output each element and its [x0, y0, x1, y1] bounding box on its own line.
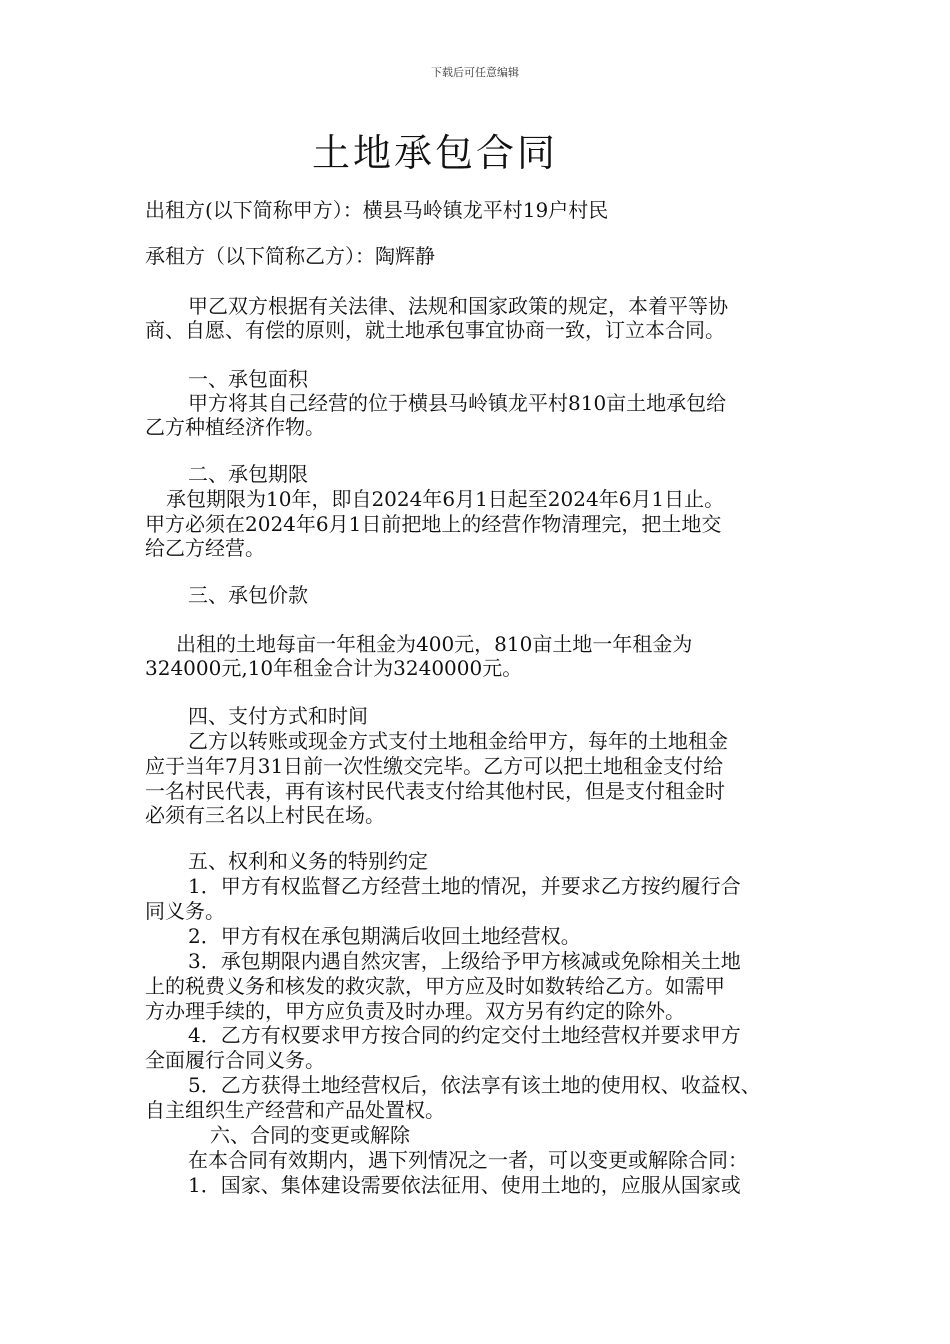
section-1-line-1: 甲方将其自己经营的位于横县马岭镇龙平村810亩土地承包给 — [188, 391, 727, 415]
section-5-heading: 五、权利和义务的特别约定 — [188, 849, 428, 873]
intro-line-2: 商、自愿、有偿的原则，就土地承包事宜协商一致，订立本合同。 — [145, 318, 725, 342]
section-4-line-2: 应于当年7月31日前一次性缴交完毕。乙方可以把土地租金支付给 — [145, 754, 724, 778]
section-4-line-3: 一名村民代表，再有该村民代表支付给其他村民，但是支付租金时 — [145, 779, 725, 803]
section-2-line-3: 给乙方经营。 — [145, 536, 265, 560]
section-5-line-3: 2．甲方有权在承包期满后收回土地经营权。 — [188, 924, 581, 948]
page-header: 下载后可任意编辑 — [431, 66, 519, 79]
section-2-line-2: 甲方必须在2024年6月1日前把地上的经营作物清理完，把土地交 — [145, 512, 722, 536]
section-1-line-2: 乙方种植经济作物。 — [145, 415, 325, 439]
section-4-line-1: 乙方以转账或现金方式支付土地租金给甲方，每年的土地租金 — [188, 729, 728, 753]
section-5-line-2: 同义务。 — [145, 899, 225, 923]
section-2-heading: 二、承包期限 — [188, 462, 308, 486]
section-4-line-4: 必须有三名以上村民在场。 — [145, 803, 385, 827]
section-3-line-1: 出租的土地每亩一年租金为400元，810亩土地一年租金为 — [176, 632, 693, 656]
section-5-line-9: 5．乙方获得土地经营权后，依法享有该土地的使用权、收益权、 — [188, 1073, 761, 1097]
section-6-heading: 六、合同的变更或解除 — [210, 1123, 410, 1147]
section-1-heading: 一、承包面积 — [188, 367, 308, 391]
party-b-line: 承租方（以下简称乙方）：陶辉静 — [145, 244, 435, 268]
section-5-line-7: 4．乙方有权要求甲方按合同的约定交付土地经营权并要求甲方 — [188, 1023, 741, 1047]
section-4-heading: 四、支付方式和时间 — [188, 704, 368, 728]
section-5-line-8: 全面履行合同义务。 — [145, 1048, 325, 1072]
section-3-heading: 三、承包价款 — [188, 583, 308, 607]
section-5-line-5: 上的税费义务和核发的救灾款，甲方应及时如数转给乙方。如需甲 — [145, 974, 725, 998]
section-5-line-6: 方办理手续的，甲方应负责及时办理。双方另有约定的除外。 — [145, 999, 685, 1023]
document-title: 土地承包合同 — [311, 131, 558, 175]
section-6-line-2: 1．国家、集体建设需要依法征用、使用土地的，应服从国家或 — [188, 1173, 741, 1197]
party-a-line: 出租方(以下简称甲方）：横县马岭镇龙平村19户村民 — [145, 198, 609, 222]
section-2-line-1: 承包期限为10年，即自2024年6月1日起至2024年6月1日止。 — [166, 487, 725, 511]
intro-line-1: 甲乙双方根据有关法律、法规和国家政策的规定，本着平等协 — [188, 294, 728, 318]
section-5-line-10: 自主组织生产经营和产品处置权。 — [145, 1098, 445, 1122]
section-5-line-4: 3．承包期限内遇自然灾害，上级给予甲方核减或免除相关土地 — [188, 949, 741, 973]
section-3-line-2: 324000元,10年租金合计为3240000元。 — [145, 656, 523, 680]
section-5-line-1: 1．甲方有权监督乙方经营土地的情况，并要求乙方按约履行合 — [188, 874, 741, 898]
section-6-line-1: 在本合同有效期内，遇下列情况之一者，可以变更或解除合同： — [188, 1148, 748, 1172]
